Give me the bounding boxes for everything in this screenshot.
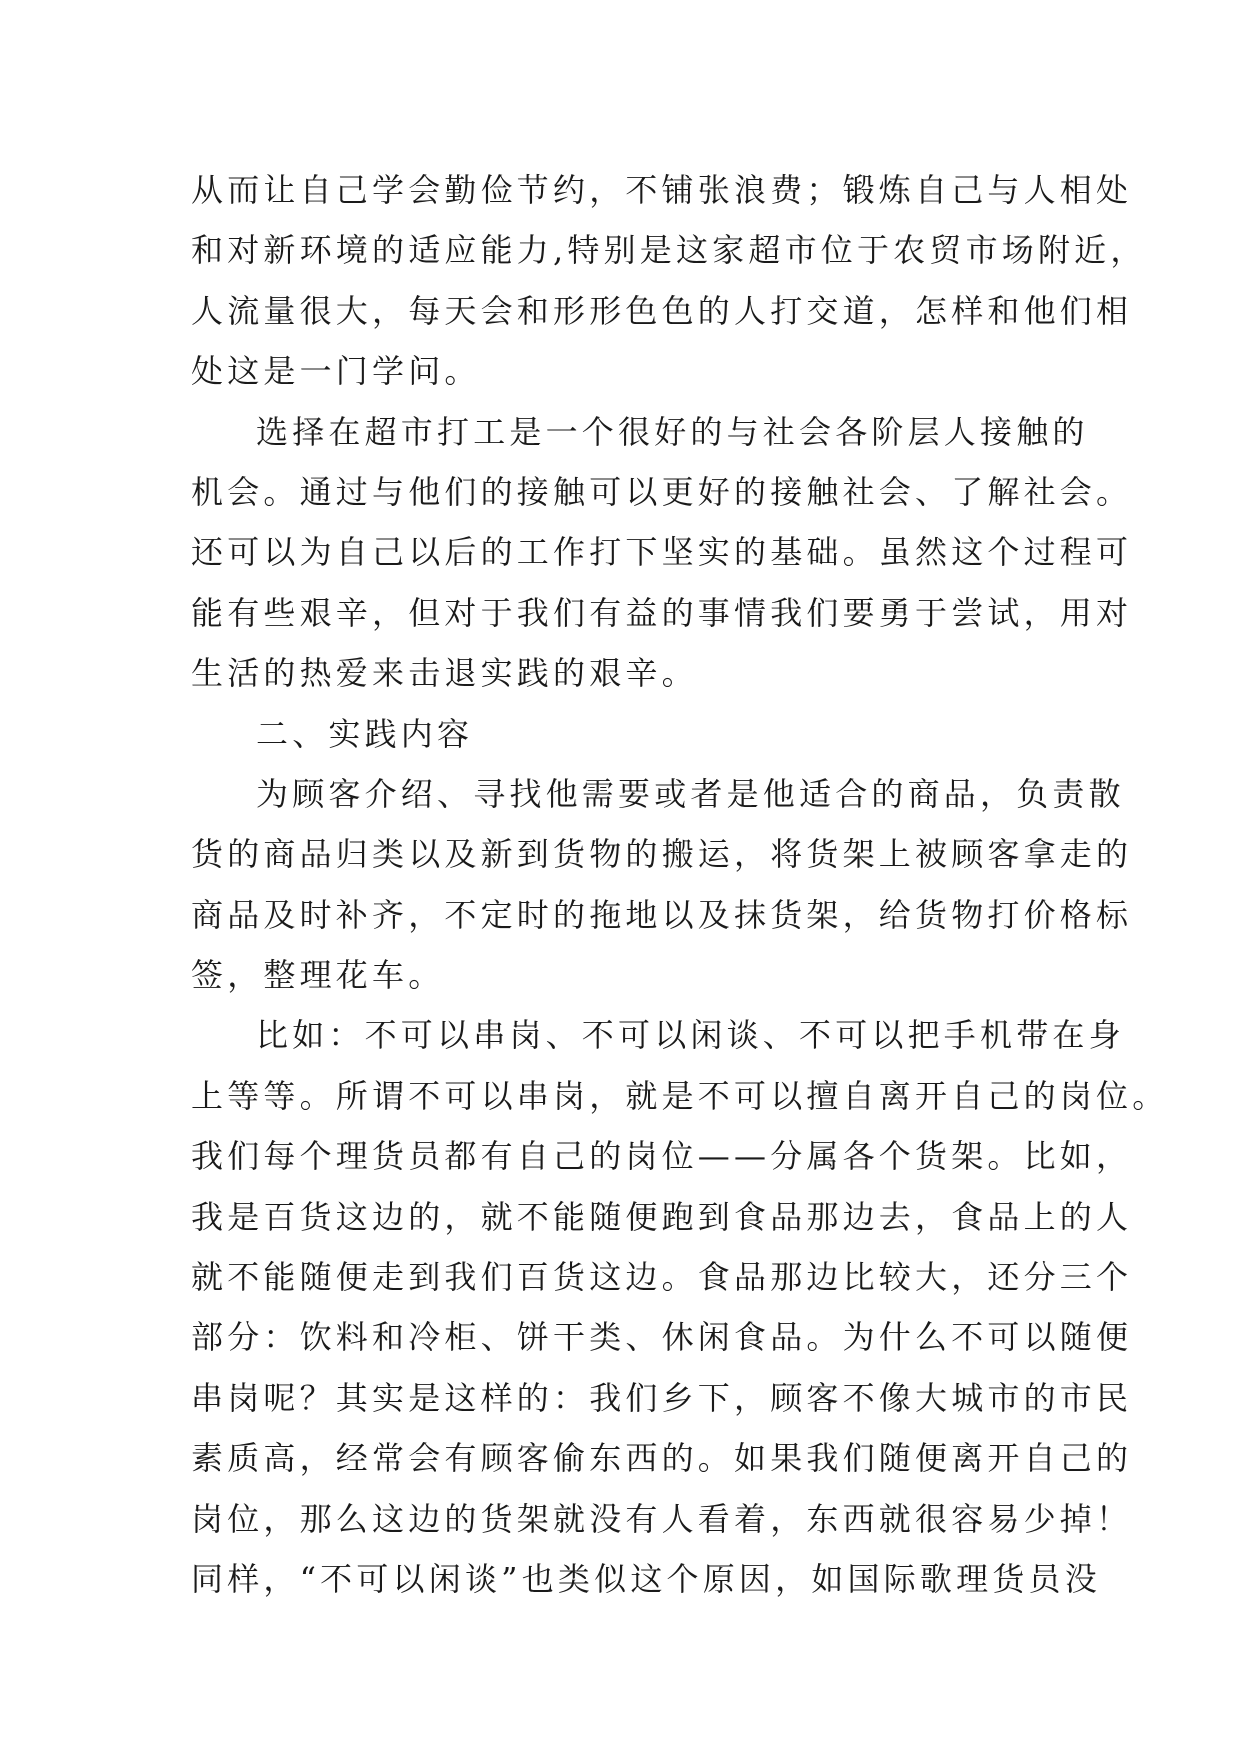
text-line: 素质高，经常会有顾客偷东西的。如果我们随便离开自己的 (191, 1439, 1133, 1478)
text-line: 货的商品归类以及新到货物的搬运，将货架上被顾客拿走的 (191, 835, 1133, 874)
text-line: 签，整理花车。 (191, 956, 445, 995)
text-line: 同样，“不可以闲谈”也类似这个原因，如国际歌理货员没 (191, 1559, 1101, 1598)
text-line: 人流量很大，每天会和形形色色的人打交道，怎样和他们相 (191, 291, 1133, 330)
text-line: 处这是一门学问。 (191, 352, 481, 391)
text-line: 我是百货这边的，就不能随便跑到食品那边去，食品上的人 (191, 1197, 1133, 1236)
text-line: 串岗呢？其实是这样的：我们乡下，顾客不像大城市的市民 (191, 1378, 1133, 1417)
text-line: 商品及时补齐，不定时的拖地以及抹货架，给货物打价格标 (191, 895, 1133, 934)
text-line: 比如：不可以串岗、不可以闲谈、不可以把手机带在身 (256, 1016, 1125, 1055)
text-line: 从而让自己学会勤俭节约，不铺张浪费；锻炼自己与人相处 (191, 171, 1133, 209)
text-line: 选择在超市打工是一个很好的与社会各阶层人接触的 (256, 412, 1089, 451)
text-line: 部分：饮料和冷柜、饼干类、休闲食品。为什么不可以随便 (191, 1318, 1133, 1357)
text-line: 就不能随便走到我们百货这边。食品那边比较大，还分三个 (191, 1258, 1133, 1297)
text-line: 岗位，那么这边的货架就没有人看着，东西就很容易少掉！ (191, 1499, 1133, 1538)
text-line: 为顾客介绍、寻找他需要或者是他适合的商品，负责散 (256, 774, 1125, 813)
text-line: 还可以为自己以后的工作打下坚实的基础。虽然这个过程可 (191, 533, 1133, 572)
text-line: 我们每个理货员都有自己的岗位——分属各个货架。比如， (191, 1137, 1133, 1176)
text-line: 能有些艰辛，但对于我们有益的事情我们要勇于尝试，用对 (191, 593, 1133, 632)
text-line: 上等等。所谓不可以串岗，就是不可以擅自离开自己的岗位。 (191, 1076, 1169, 1115)
text-line: 和对新环境的适应能力,特别是这家超市位于农贸市场附近， (191, 231, 1147, 270)
text-line: 二、实践内容 (256, 714, 474, 753)
text-line: 机会。通过与他们的接触可以更好的接触社会、了解社会。 (191, 472, 1133, 511)
text-line: 生活的热爱来击退实践的艰辛。 (191, 654, 698, 693)
document-body-text (191, 160, 1169, 1609)
